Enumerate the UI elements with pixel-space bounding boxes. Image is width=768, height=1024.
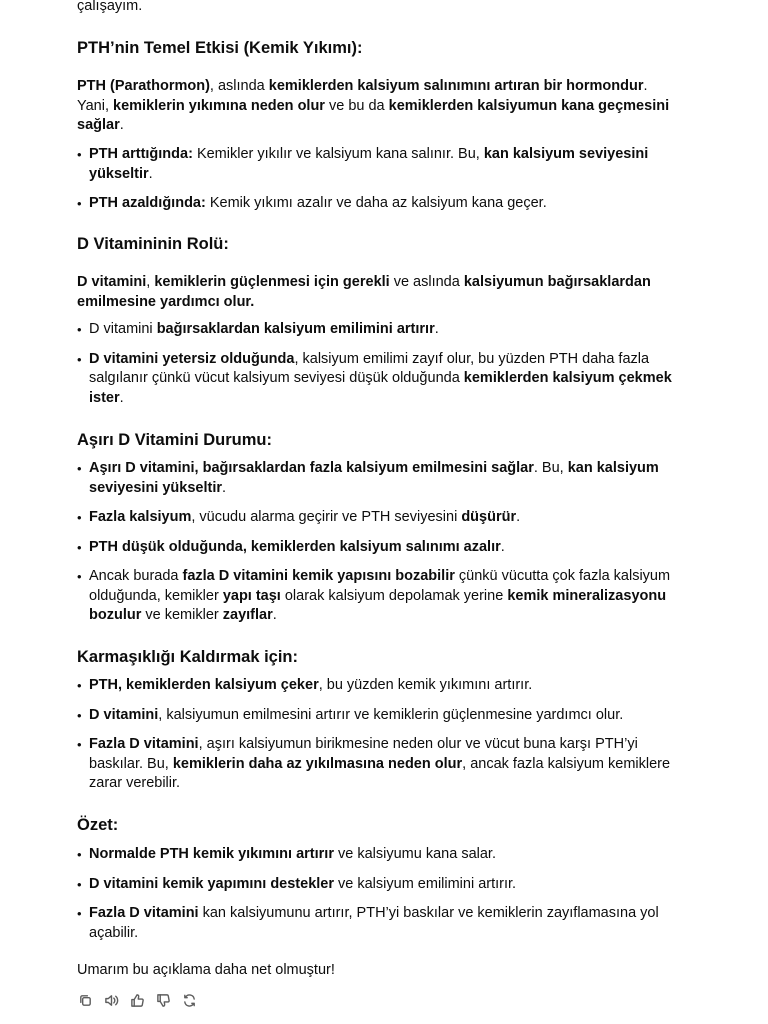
- section-heading-summary-complexity: Karmaşıklığı Kaldırmak için:: [77, 648, 299, 666]
- list-excess-vitamin-d: [77, 459, 682, 626]
- section-heading-ozet: Özet:: [77, 816, 119, 834]
- list-item: • Fazla D vitamini kan kalsiyumunu artırır, PTH’yi baskılar ve kemiklerin zayıflamasına yol açabilir.: [77, 904, 682, 943]
- list-item: • PTH, kemiklerden kalsiyum çeker, bu yüzden kemik yıkımını artırır.: [77, 676, 682, 696]
- section-heading-vitamin-d: D Vitamininin Rolü:: [77, 235, 229, 253]
- section-heading-pth: PTH’nin Temel Etkisi (Kemik Yıkımı):: [77, 39, 363, 57]
- thumbs-up-icon[interactable]: [129, 992, 146, 1009]
- message-actions: [77, 992, 198, 1009]
- list-item: • Ancak burada fazla D vitamini kemik yapısını bozabilir çünkü vücutta çok fazla kalsiyum olduğunda, kemikler yapı taşı olarak kalsiyum depolamak yerine kemik mineralizasyonu bozulur ve kemikler zayıflar.: [77, 567, 682, 626]
- list-item: • D vitamini, kalsiyumun emilmesini artırır ve kemiklerin güçlenmesine yardımcı olur.: [77, 706, 682, 726]
- list-pth: [77, 145, 682, 214]
- list-item: • PTH arttığında: Kemikler yıkılır ve kalsiyum kana salınır. Bu, kan kalsiyum seviyesini yükseltir.: [77, 145, 682, 184]
- list-item: • Aşırı D vitamini, bağırsaklardan fazla kalsiyum emilmesini sağlar. Bu, kan kalsiyum seviyesini yükseltir.: [77, 459, 682, 498]
- read-aloud-icon[interactable]: [103, 992, 120, 1009]
- message-text-fragment: çalışayım.: [77, 0, 143, 14]
- list-item: • PTH azaldığında: Kemik yıkımı azalır ve daha az kalsiyum kana geçer.: [77, 194, 682, 214]
- copy-icon[interactable]: [77, 992, 94, 1009]
- list-item: • Fazla D vitamini, aşırı kalsiyumun birikmesine neden olur ve vücut buna karşı PTH’yi baskılar. Bu, kemiklerin daha az yıkılmasına neden olur, ancak fazla kalsiyum kemiklere zarar verebilir.: [77, 735, 682, 794]
- section-heading-excess-vitamin-d: Aşırı D Vitamini Durumu:: [77, 431, 272, 449]
- list-vitamin-d: [77, 320, 682, 408]
- list-ozet: [77, 845, 682, 943]
- list-item: • PTH düşük olduğunda, kemiklerden kalsiyum salınımı azalır.: [77, 538, 682, 558]
- list-item: • D vitamini bağırsaklardan kalsiyum emilimini artırır.: [77, 320, 682, 340]
- regenerate-icon[interactable]: [181, 992, 198, 1009]
- list-item: • Normalde PTH kemik yıkımını artırır ve kalsiyumu kana salar.: [77, 845, 682, 865]
- paragraph-pth: PTH (Parathormon), aslında kemiklerden kalsiyum salınımını artıran bir hormondur. Yani, kemiklerin yıkımına neden olur ve bu da kemiklerden kalsiyumun kana geçmesini sağlar.: [77, 78, 670, 133]
- closing-text: Umarım bu açıklama daha net olmuştur!: [77, 962, 335, 978]
- thumbs-down-icon[interactable]: [155, 992, 172, 1009]
- list-item: • Fazla kalsiyum, vücudu alarma geçirir ve PTH seviyesini düşürür.: [77, 508, 682, 528]
- list-item: • D vitamini kemik yapımını destekler ve kalsiyum emilimini artırır.: [77, 875, 682, 895]
- paragraph-vitamin-d: D vitamini, kemiklerin güçlenmesi için gerekli ve aslında kalsiyumun bağırsaklardan emilmesine yardımcı olur.: [77, 274, 651, 310]
- list-summary-complexity: [77, 676, 682, 794]
- list-item: • D vitamini yetersiz olduğunda, kalsiyum emilimi zayıf olur, bu yüzden PTH daha fazla salgılanır çünkü vücut kalsiyum seviyesi düşük olduğunda kemiklerden kalsiyum çekmek ister.: [77, 350, 682, 409]
